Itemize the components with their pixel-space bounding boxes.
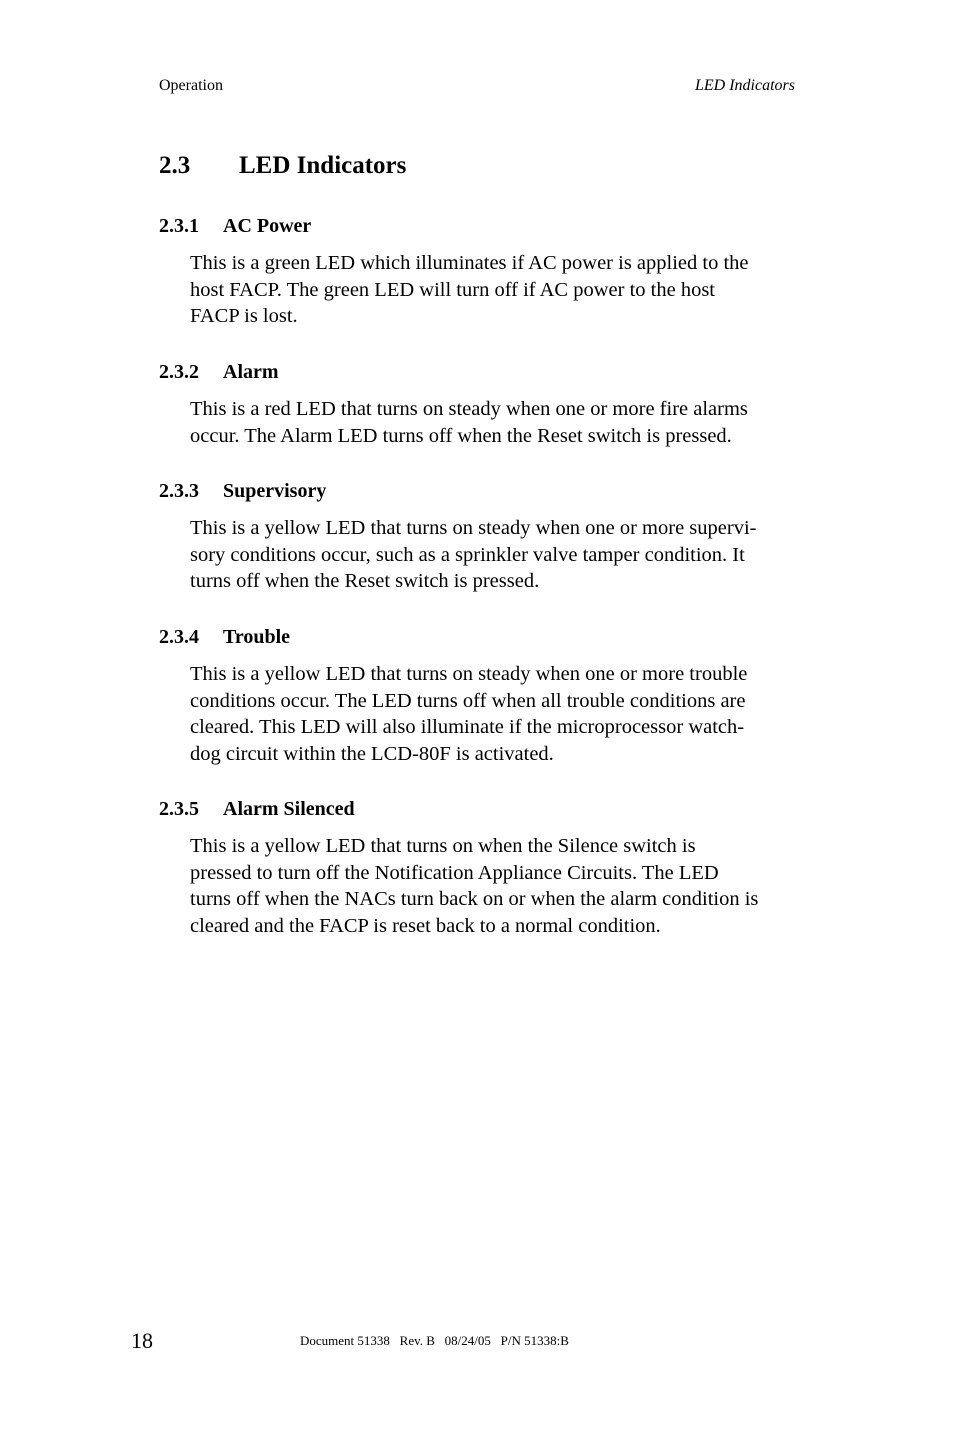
subsection-title: AC Power xyxy=(223,215,312,237)
text-line: This is a green LED which illuminates if AC power is applied to the xyxy=(190,252,749,274)
section-title: LED Indicators xyxy=(239,152,407,179)
paragraph-trouble xyxy=(190,661,798,767)
text-line: This is a yellow LED that turns on steady when one or more supervi- xyxy=(190,517,757,539)
subsection-heading-alarm-silenced xyxy=(159,796,355,822)
text-line: host FACP. The green LED will turn off if AC power to the host xyxy=(190,278,715,301)
subsection-number: 2.3.4 xyxy=(159,626,199,648)
subsection-number: 2.3.5 xyxy=(159,798,199,820)
subsection-title: Trouble xyxy=(223,626,291,648)
text-line: dog circuit within the LCD-80F is activated. xyxy=(190,742,554,765)
text-line: turns off when the Reset switch is pressed. xyxy=(190,570,540,592)
text-line: turns off when the NACs turn back on or when the alarm condition is xyxy=(190,888,759,910)
section-heading xyxy=(159,150,406,182)
document-info: Document 51338 Rev. B 08/24/05 P/N 51338:B xyxy=(300,1333,569,1348)
paragraph-alarm xyxy=(190,396,798,449)
text-line: FACP is lost. xyxy=(190,305,298,327)
text-line: This is a yellow LED that turns on steady when one or more trouble xyxy=(190,663,748,685)
subsection-title: Alarm Silenced xyxy=(223,798,355,820)
section-number: 2.3 xyxy=(159,152,191,179)
text-line: pressed to turn off the Notification Appliance Circuits. The LED xyxy=(190,861,719,884)
running-header-right: LED Indicators xyxy=(695,77,795,94)
subsection-number: 2.3.1 xyxy=(159,215,199,237)
subsection-title: Alarm xyxy=(223,361,279,383)
paragraph-alarm-silenced xyxy=(190,833,798,939)
subsection-heading-trouble xyxy=(159,624,290,650)
subsection-number: 2.3.2 xyxy=(159,361,199,383)
subsection-heading-alarm xyxy=(159,359,279,385)
subsection-heading-supervisory xyxy=(159,478,326,504)
text-line: This is a yellow LED that turns on when the Silence switch is xyxy=(190,835,696,857)
text-line: occur. The Alarm LED turns off when the Reset switch is pressed. xyxy=(190,424,732,447)
text-line: conditions occur. The LED turns off when all trouble conditions are xyxy=(190,689,746,712)
text-line: This is a red LED that turns on steady when one or more fire alarms xyxy=(190,398,748,420)
subsection-title: Supervisory xyxy=(223,480,327,502)
paragraph-ac-power xyxy=(190,250,798,330)
text-line: sory conditions occur, such as a sprinkler valve tamper condition. It xyxy=(190,543,745,566)
paragraph-supervisory xyxy=(190,515,798,595)
text-line: cleared and the FACP is reset back to a normal condition. xyxy=(190,914,661,937)
running-header-left: Operation xyxy=(159,77,223,94)
text-line: cleared. This LED will also illuminate if the microprocessor watch- xyxy=(190,716,745,738)
subsection-number: 2.3.3 xyxy=(159,480,199,502)
page-number: 18 xyxy=(131,1328,153,1353)
subsection-heading-ac-power xyxy=(159,213,311,239)
